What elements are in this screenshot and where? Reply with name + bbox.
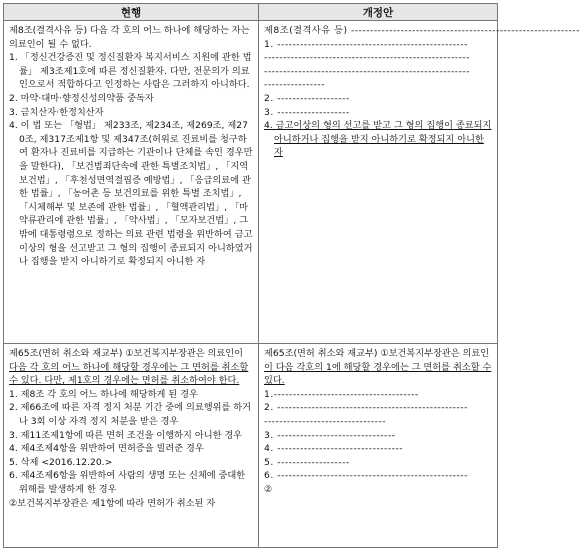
revised-article65-item4: 4. --------------------------------- [264,443,404,455]
header-current: 현행 [4,4,259,21]
revised-article65-item2-line2: -------------------------------- [264,415,387,427]
article8-intro: 제8조(결격사유 등) 다음 각 호의 어느 하나에 해당하는 자는 의료인이 될 수 없다. [9,25,250,50]
revised-article65-item1: 1.-------------------------------------- [264,388,419,400]
comparison-table [3,3,580,548]
article65-item1: 1. 제8조 각 호의 어느 하나에 해당하게 된 경우 [9,388,198,400]
article8-item3: 3. 금치산자·한정치산자 [9,106,104,118]
article65-item3: 3. 제11조제1항에 따른 면허 조건을 이행하지 아니한 경우 [9,429,243,441]
article8-item1: 1. 「정신건강증진 및 정신질환자 복지서비스 지원에 관한 법률」 제3조제1호에 따른 정신질환자. 다만, 전문의가 의료인으로서 적합하다고 인정하는 사람은 그러하지 아니하다. [9,52,252,91]
revised-article8-item1-line1: 1. -------------------------------------------------- [264,38,468,50]
cell-revised-article8 [259,21,580,344]
article65-item5: 5. 삭제 <2016.12.20.> [9,456,113,468]
article8-item4: 4. 이 법 또는 「형법」 제233조, 제234조, 제269조, 제270조, 제317조제1항 및 제347조(허위로 진료비를 청구하여 환자나 진료비를 지급하는 기관이나 단체를 속인 경우만을 말한다), 「보건범죄단속에 관한 특별조치법」, 「지역보건법」, 「후천성면역결핍증 예방법」, 「응급의료에 관한 법률」, 「농어촌 등 보건의료를 위한 특별 조치법」, 「시체해부 및 보존에 관한 법률」, 「혈액관리법」, 「마약류관리에 관한 법률」, 「약사법」, 「모자보건법」, 그 밖에 대통령령으로 정하는 의료 관련 법령을 위반하여 금고 이상의 형을 선고받고 그 형의 집행이 종료되지 아니하였거나 집행을 받지 아니하기로 확정되지 아니한 자 [9,120,253,268]
revised-article65-intro [264,347,492,388]
revised-article65-item6: 6. -------------------------------------------------- [264,470,468,482]
header-revised: 개정안 [259,4,498,21]
revised-article8-item3: 3. ------------------- [264,106,350,118]
revised-article8-item1-line4: ---------------- [264,79,326,91]
revised-article65-intro-plain: 제65조(면허 취소와 재교부) ①보건복지부장관은 의료인 [264,348,490,359]
cell-current-article8 [4,21,259,344]
article65-intro-plain: 제65조(면허 취소와 재교부) ①보건복지부장관은 의료인이 [9,348,244,359]
cell-revised-article65 [259,344,498,548]
revised-article8-intro: 제8조(결격사유 등) ------------------------------------------------------------ [264,25,580,36]
revised-article65-paragraph2: ② [264,483,273,495]
revised-article8-item2: 2. ------------------- [264,92,350,104]
article65-item6: 6. 제4조제6항을 위반하여 사람의 생명 또는 신체에 중대한 위해를 발생하게 한 경우 [9,470,246,495]
revised-article8-item4: 4. 금고이상의 형의 선고를 받고 그 형의 집행이 종료되지 아니하거나 집행을 받지 아니하기로 확정되지 아니한 자 [264,120,492,159]
revised-article65-item3: 3. ------------------------------- [264,429,396,441]
article8-item2: 2. 마약·대마·향정신성의약품 중독자 [9,92,154,104]
revised-article8-item1-line3: ------------------------------------------------------ [264,65,471,77]
article65-item4: 4. 제4조제4항을 위반하여 면허증을 빌려준 경우 [9,443,204,455]
cell-current-article65 [4,344,259,548]
table-row [4,344,498,548]
table-row [4,21,498,344]
revised-article65-item2-line1: 2. -------------------------------------------------- [264,402,468,414]
revised-article8-item1-line2: ------------------------------------------------------ [264,52,471,64]
header-row [4,4,498,21]
article65-paragraph2: ②보건복지부장관은 제1항에 따라 면허가 취소된 자 [9,497,216,509]
article65-intro-underlined: 다음 각 호의 어느 하나에 해당할 경우에는 그 면허를 취소할 수 있다. 다만, 제1호의 경우에는 면허를 취소하여야 한다. [9,361,249,387]
revised-article65-intro-underlined: 이 다음 각호의 1에 해당할 경우에는 그 면허를 취소할 수 있다. [264,361,492,387]
article65-intro [9,347,253,388]
revised-article65-item5: 5. ------------------- [264,456,350,468]
article65-item2: 2. 제66조에 따른 자격 정지 처분 기간 중에 의료행위를 하거나 3회 이상 자격 정지 처분을 받은 경우 [9,402,251,427]
